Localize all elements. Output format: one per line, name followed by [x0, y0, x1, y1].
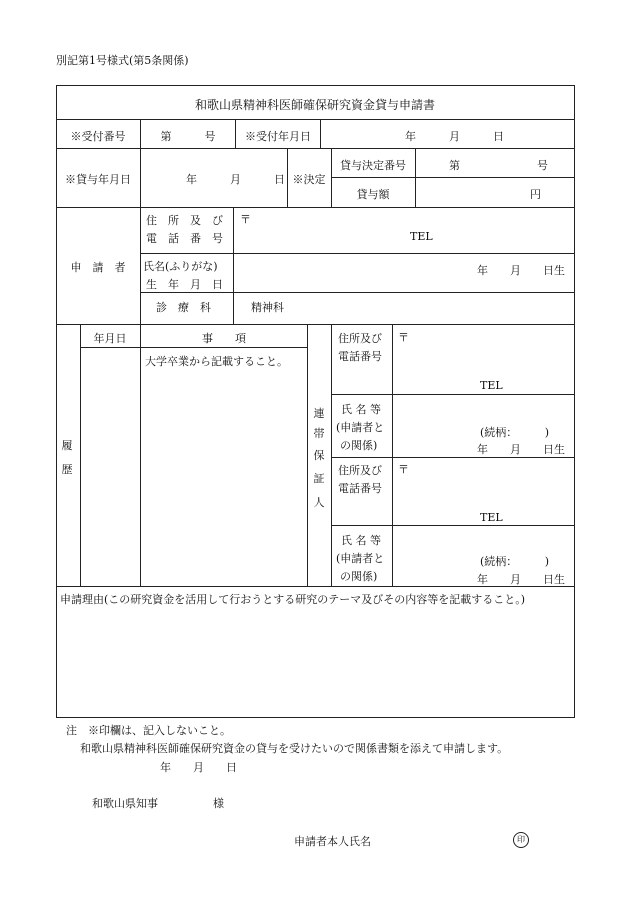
- history-date-field[interactable]: [81, 348, 140, 586]
- decision-number-label: 貸与決定番号: [340, 159, 406, 172]
- guarantor2-postal-mark: 〒: [398, 463, 409, 476]
- guarantor2-phone-label: 電話番号: [338, 482, 382, 495]
- guarantor2-relation-label: (申請者と: [336, 552, 385, 565]
- applicant-name-field[interactable]: [234, 254, 454, 292]
- signature-label: 申請者本人氏名: [294, 835, 371, 848]
- col-line: [415, 148, 416, 207]
- row-line: [140, 292, 574, 293]
- guarantor-label-char: 保: [313, 449, 325, 462]
- col-line: [331, 148, 332, 207]
- guarantor1-tel-label: TEL: [480, 379, 503, 392]
- guarantor2-relation-field[interactable]: (続柄： ): [480, 555, 550, 568]
- guarantor1-relation-label-2: の関係): [340, 439, 378, 452]
- footer-note: 注 ※印欄は、記入しないこと。: [66, 724, 231, 737]
- applicant-postal-mark: 〒: [240, 213, 251, 226]
- form-number: 別記第1号様式(第5条関係): [56, 54, 189, 67]
- history-item-field[interactable]: [141, 370, 307, 586]
- row-line: [331, 177, 574, 178]
- col-line: [140, 207, 141, 324]
- col-line: [140, 148, 141, 207]
- guarantor1-birth-field[interactable]: 年 月 日生: [477, 443, 565, 456]
- loan-amount-field[interactable]: 円: [530, 188, 541, 201]
- history-note: 大学卒業から記載すること。: [145, 355, 288, 368]
- guarantor1-postal-mark: 〒: [398, 331, 409, 344]
- applicant-address-field[interactable]: [234, 208, 574, 253]
- applicant-section-label: 申 請 者: [70, 261, 126, 274]
- guarantor1-address-label: 住所及び: [338, 332, 382, 345]
- history-label-1: 履: [61, 439, 73, 452]
- col-line: [320, 119, 321, 148]
- loan-date-field[interactable]: 年 月 日: [186, 173, 285, 186]
- loan-amount-label: 貸与額: [356, 188, 390, 201]
- history-col-date: 年月日: [93, 332, 127, 345]
- reception-number-label: ※受付番号: [70, 130, 126, 143]
- applicant-birth-label: 生 年 月 日: [146, 278, 223, 291]
- signature-field[interactable]: [380, 828, 505, 848]
- row-line: [56, 119, 574, 120]
- reception-number-field[interactable]: 第 号: [160, 130, 216, 143]
- history-col-item: 事 項: [202, 332, 246, 345]
- footer-statement: 和歌山県精神科医師確保研究資金の貸与を受けたいので関係書類を添えて申請します。: [80, 742, 509, 755]
- frame-bottom: [56, 717, 574, 718]
- guarantor-label-char: 人: [313, 496, 325, 509]
- decision-number-field[interactable]: 第 号: [449, 159, 548, 172]
- seal-mark-icon: 印: [513, 832, 529, 848]
- col-line: [307, 324, 308, 586]
- guarantor1-relation-field[interactable]: (続柄： ): [480, 426, 550, 439]
- row-line: [331, 525, 574, 526]
- applicant-tel-label: TEL: [410, 230, 433, 243]
- applicant-birth-field[interactable]: 年 月 日生: [477, 264, 565, 277]
- loan-date-label: ※貸与年月日: [65, 173, 131, 186]
- guarantor1-name-label: 氏 名 等: [341, 403, 381, 416]
- guarantor-label-char: 証: [313, 472, 325, 485]
- frame-right: [574, 85, 575, 718]
- decision-label: ※決定: [292, 173, 326, 186]
- applicant-dept-label: 診 療 科: [156, 301, 211, 314]
- col-line: [331, 324, 332, 586]
- frame-top: [56, 85, 574, 86]
- guarantor2-address-label: 住所及び: [338, 464, 382, 477]
- form-title: 和歌山県精神科医師確保研究資金貸与申請書: [194, 98, 436, 112]
- applicant-phone-label: 電 話 番 号: [146, 232, 223, 245]
- reception-date-label: ※受付年月日: [245, 130, 311, 143]
- reason-field[interactable]: [57, 610, 574, 717]
- row-line: [331, 394, 574, 395]
- reception-date-field[interactable]: 年 月 日: [405, 130, 504, 143]
- reason-label: 申請理由(この研究資金を活用して行おうとする研究のテーマ及びその内容等を記載すること。): [60, 593, 526, 606]
- applicant-name-label: 氏名(ふりがな): [143, 260, 218, 273]
- guarantor2-address-field[interactable]: [393, 458, 574, 525]
- guarantor-label-char: 帯: [313, 427, 325, 440]
- applicant-address-label: 住 所 及 び: [146, 214, 223, 227]
- col-line: [235, 119, 236, 148]
- guarantor1-phone-label: 電話番号: [338, 350, 382, 363]
- guarantor2-name-label: 氏 名 等: [341, 534, 381, 547]
- col-line: [287, 148, 288, 207]
- guarantor-label-char: 連: [313, 407, 325, 420]
- col-line: [140, 119, 141, 148]
- history-label-2: 歴: [61, 463, 73, 476]
- row-line: [56, 148, 574, 149]
- guarantor2-birth-field[interactable]: 年 月 日生: [477, 573, 565, 586]
- guarantor1-address-field[interactable]: [393, 325, 574, 394]
- applicant-dept-value[interactable]: 精神科: [251, 301, 284, 314]
- guarantor2-relation-label-2: の関係): [340, 570, 378, 583]
- footer-addressee: 和歌山県知事 様: [92, 797, 224, 810]
- guarantor1-relation-label: (申請者と: [336, 421, 385, 434]
- footer-date-field[interactable]: 年 月 日: [160, 761, 237, 774]
- guarantor2-tel-label: TEL: [480, 511, 503, 524]
